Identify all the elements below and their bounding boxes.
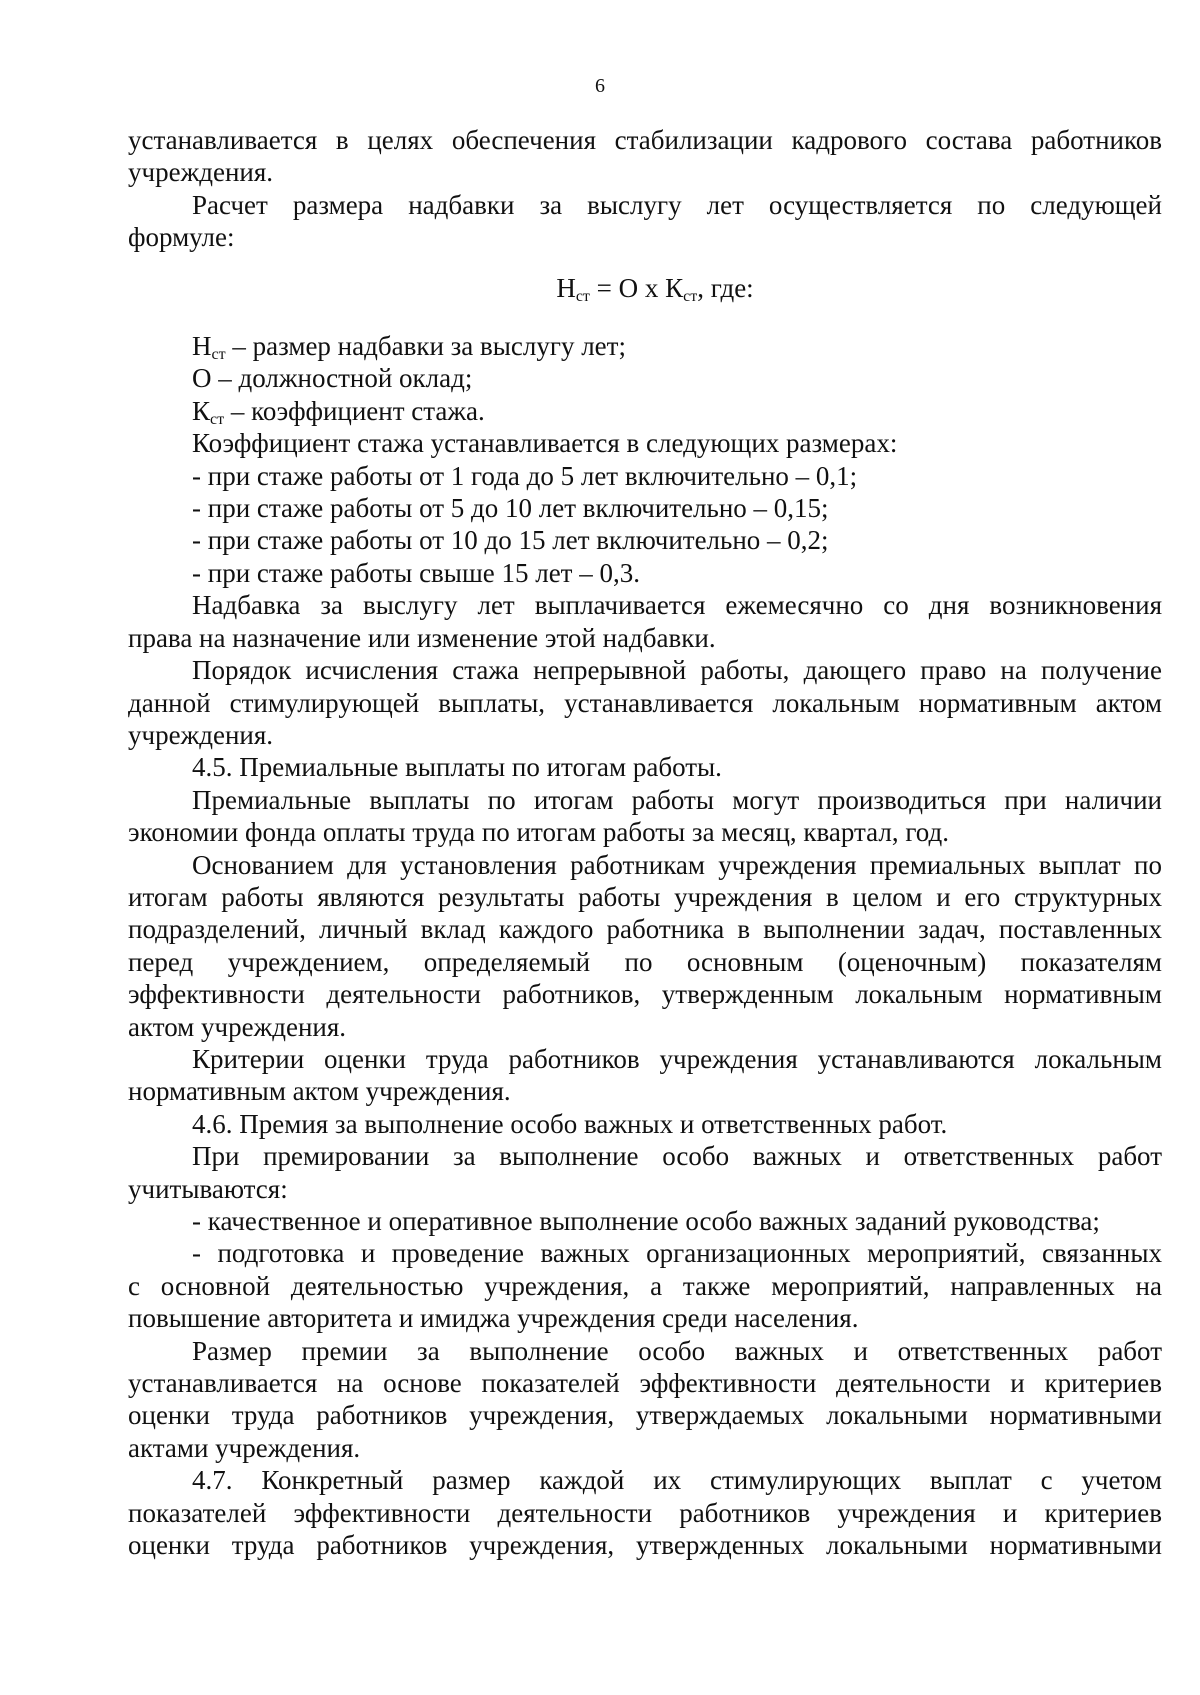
formula-tail: , где: xyxy=(697,272,754,303)
coefficient-item: - при стаже работы свыше 15 лет – 0,3. xyxy=(192,557,640,588)
formula-mid: = О х К xyxy=(589,272,684,303)
definition-h-symbol: Н xyxy=(192,331,212,362)
definition-h-text: – размер надбавки за выслугу лет; xyxy=(225,331,626,362)
text-line: оценки труда работников учреждения, утвержденных локальными нормативными xyxy=(128,1530,1162,1561)
definition-k-symbol: К xyxy=(192,395,211,426)
text-line: оценки труда работников учреждения, утверждаемых локальными нормативными xyxy=(128,1400,1162,1431)
text-line: устанавливается в целях обеспечения стабилизации кадрового состава работников xyxy=(128,125,1162,155)
text-line: Премиальные выплаты по итогам работы могут производиться при наличии xyxy=(192,784,1162,815)
text-line: Основанием для установления работникам учреждения премиальных выплат по xyxy=(192,849,1162,880)
text-line: Расчет размера надбавки за выслугу лет осуществляется по следующей xyxy=(192,189,1162,220)
text-line: итогам работы являются результаты работы учреждения в целом и его структурных xyxy=(128,881,1162,912)
section-heading: 4.5. Премиальные выплаты по итогам работы. xyxy=(192,752,722,783)
section-heading: 4.6. Премия за выполнение особо важных и ответственных работ. xyxy=(192,1108,948,1139)
text-line: экономии фонда оплаты труда по итогам работы за месяц, квартал, год. xyxy=(128,817,949,848)
text-line: подразделений, личный вклад каждого работника в выполнении задач, поставленных xyxy=(128,914,1162,945)
text-line: Порядок исчисления стажа непрерывной работы, дающего право на получение xyxy=(192,655,1162,686)
text-line: показателей эффективности деятельности работников учреждения и критериев xyxy=(128,1497,1162,1528)
text-line: актами учреждения. xyxy=(128,1432,361,1463)
text-line: нормативным актом учреждения. xyxy=(128,1076,511,1107)
text-line: эффективности деятельности работников, утвержденным локальным нормативным xyxy=(128,979,1162,1010)
text-line: Размер премии за выполнение особо важных и ответственных работ xyxy=(192,1335,1162,1366)
page-number: 6 xyxy=(595,75,605,97)
definition-o: О – должностной оклад; xyxy=(192,363,473,394)
text-line: права на назначение или изменение этой надбавки. xyxy=(128,622,716,653)
text-line: учреждения. xyxy=(128,157,274,188)
text-line: 4.7. Конкретный размер каждой их стимулирующих выплат с учетом xyxy=(192,1465,1162,1496)
formula-k-subscript: ст xyxy=(683,287,698,305)
definition-k-subscript: ст xyxy=(210,410,225,428)
text-line: - подготовка и проведение важных организационных мероприятий, связанных xyxy=(192,1238,1162,1269)
document-body xyxy=(128,124,1162,1561)
definition-k xyxy=(128,395,1162,427)
coefficient-intro: Коэффициент стажа устанавливается в следующих размерах: xyxy=(192,428,898,459)
coefficient-item: - при стаже работы от 1 года до 5 лет включительно – 0,1; xyxy=(192,460,858,491)
text-line: данной стимулирующей выплаты, устанавливается локальным нормативным актом xyxy=(128,687,1162,718)
text-line: учитываются: xyxy=(128,1173,288,1204)
text-line: актом учреждения. xyxy=(128,1011,347,1042)
definition-h-subscript: ст xyxy=(211,346,226,364)
definition-h xyxy=(128,330,1162,362)
text-line: учреждения. xyxy=(128,719,274,750)
formula-h-subscript: ст xyxy=(575,287,590,305)
list-item: - качественное и оперативное выполнение особо важных заданий руководства; xyxy=(192,1206,1100,1236)
text-line: Критерии оценки труда работников учреждения устанавливаются локальным xyxy=(192,1043,1162,1074)
definition-k-text: – коэффициент стажа. xyxy=(224,395,485,426)
text-line: перед учреждением, определяемый по основным (оценочным) показателям xyxy=(128,946,1162,977)
formula xyxy=(128,272,1162,304)
coefficient-item: - при стаже работы от 5 до 10 лет включительно – 0,15; xyxy=(192,493,829,524)
formula-h: Н xyxy=(556,272,576,303)
text-line: устанавливается на основе показателей эффективности деятельности и критериев xyxy=(128,1368,1162,1399)
text-line: При премировании за выполнение особо важных и ответственных работ xyxy=(192,1141,1162,1172)
coefficient-item: - при стаже работы от 10 до 15 лет включительно – 0,2; xyxy=(192,525,829,556)
text-line: с основной деятельностью учреждения, а также мероприятий, направленных на xyxy=(128,1270,1162,1301)
text-line: Надбавка за выслугу лет выплачивается ежемесячно со дня возникновения xyxy=(192,590,1162,621)
text-line: формуле: xyxy=(128,222,235,253)
text-line: повышение авторитета и имиджа учреждения среди населения. xyxy=(128,1303,859,1334)
